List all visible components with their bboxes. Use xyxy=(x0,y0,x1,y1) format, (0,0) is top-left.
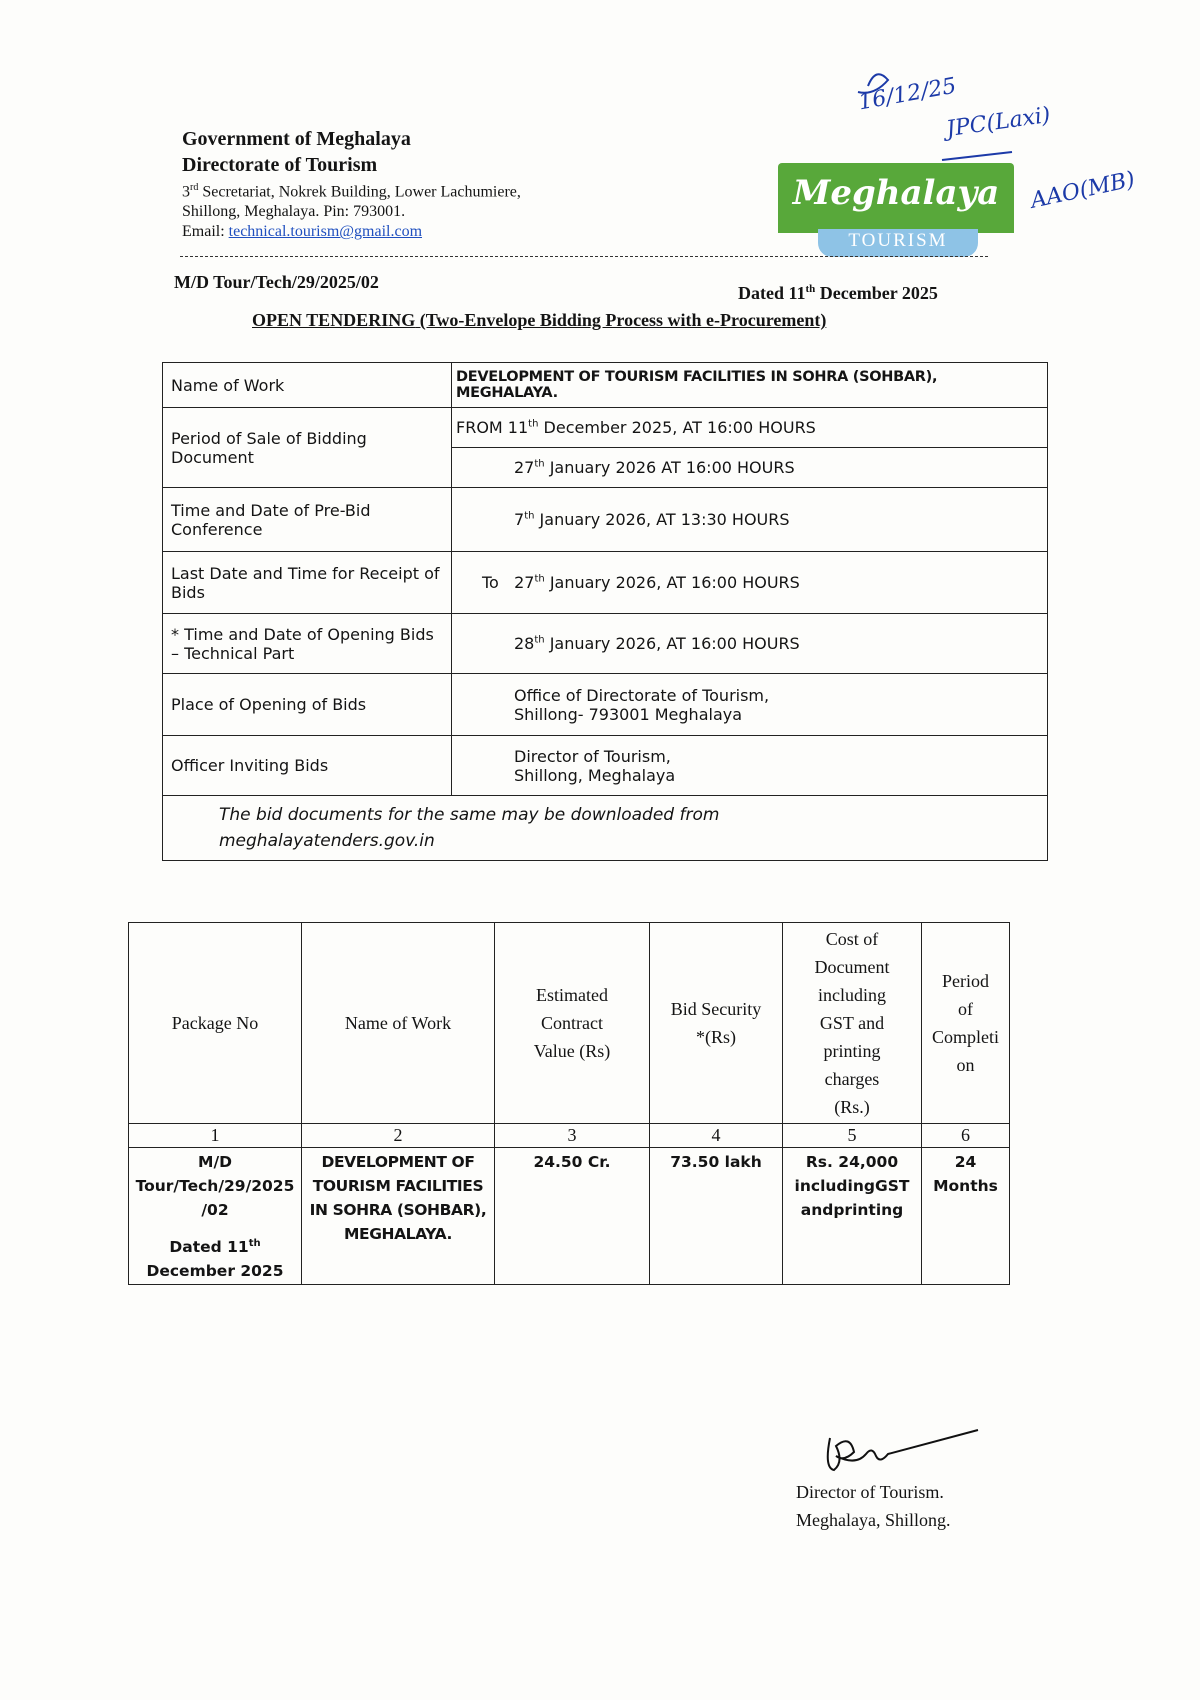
header-block xyxy=(182,126,411,178)
package-data-row xyxy=(129,1148,1010,1285)
col-number: 5 xyxy=(783,1124,922,1148)
details-row-receipt xyxy=(163,552,1048,614)
sale-period-label: Period of Sale of Bidding Document xyxy=(163,408,452,488)
cell-cost-of-document: Rs. 24,000 includingGST andprinting xyxy=(783,1148,922,1285)
reference-number: M/D Tour/Tech/29/2025/02 xyxy=(174,272,379,292)
officer-value: Director of Tourism, Shillong, Meghalaya xyxy=(452,736,1048,796)
meghalaya-tourism-logo xyxy=(778,163,1014,259)
place-label: Place of Opening of Bids xyxy=(163,674,452,736)
details-row-sale-from xyxy=(163,408,1048,448)
address-line2: Shillong, Meghalaya. Pin: 793001. xyxy=(182,203,406,221)
header-name-of-work: Name of Work xyxy=(302,923,495,1124)
details-row-place xyxy=(163,674,1048,736)
name-of-work-value: DEVELOPMENT OF TOURISM FACILITIES IN SOHRA (SOHBAR), MEGHALAYA. xyxy=(452,363,1048,408)
details-row-name xyxy=(163,363,1048,408)
cell-package-no: M/D Tour/Tech/29/2025 /02 Dated 11th December 2025 xyxy=(129,1148,302,1285)
details-row-opening xyxy=(163,614,1048,674)
prebid-label: Time and Date of Pre-Bid Conference xyxy=(163,488,452,552)
signatory-designation: Director of Tourism. xyxy=(796,1482,944,1502)
cell-period-of-completion: 24 Months xyxy=(922,1148,1010,1285)
col-number: 2 xyxy=(302,1124,495,1148)
col-number: 6 xyxy=(922,1124,1010,1148)
package-number-row xyxy=(129,1124,1010,1148)
receipt-value: To 27th January 2026, AT 16:00 HOURS xyxy=(452,552,1048,614)
details-row-note xyxy=(163,796,1048,861)
cell-estimated-value: 24.50 Cr. xyxy=(495,1148,650,1285)
officer-label: Officer Inviting Bids xyxy=(163,736,452,796)
header-cost-of-document: Cost of Document including GST and printing charges (Rs.) xyxy=(783,923,922,1124)
handwritten-note-jpc: JPC(Laxi) xyxy=(944,102,1053,143)
header-bid-security: Bid Security *(Rs) xyxy=(650,923,783,1124)
cell-bid-security: 73.50 lakh xyxy=(650,1148,783,1285)
receipt-label: Last Date and Time for Receipt of Bids xyxy=(163,552,452,614)
email-line: Email: technical.tourism@gmail.com xyxy=(182,223,423,241)
package-table xyxy=(128,922,1010,1285)
download-note: The bid documents for the same may be downloaded from meghalayatenders.gov.in xyxy=(163,796,1048,861)
signature-mark-icon xyxy=(790,1418,990,1478)
details-row-officer xyxy=(163,736,1048,796)
header-period-of-completion: Period of Completi on xyxy=(922,923,1010,1124)
address-block xyxy=(182,178,521,242)
email-link[interactable]: technical.tourism@gmail.com xyxy=(228,223,423,241)
package-header-row xyxy=(129,923,1010,1124)
download-site-link[interactable]: meghalayatenders.gov.in xyxy=(219,831,435,851)
reference-date: Dated 11th December 2025 xyxy=(738,283,938,303)
details-row-prebid xyxy=(163,488,1048,552)
col-number: 1 xyxy=(129,1124,302,1148)
header-package-no: Package No xyxy=(129,923,302,1124)
header-divider xyxy=(180,256,988,257)
cell-name-of-work: DEVELOPMENT OF TOURISM FACILITIES IN SOHRA (SOHBAR), MEGHALAYA. xyxy=(302,1148,495,1285)
header-estimated-value: Estimated Contract Value (Rs) xyxy=(495,923,650,1124)
address-line1: 3rd Secretariat, Nokrek Building, Lower Lachumiere, xyxy=(182,182,521,201)
sale-period-from: FROM 11th December 2025, AT 16:00 HOURS xyxy=(452,408,1048,448)
logo-script: Meghalaya xyxy=(792,173,1000,213)
opening-label: * Time and Date of Opening Bids – Technical Part xyxy=(163,614,452,674)
govt-name: Government of Meghalaya xyxy=(182,128,411,150)
col-number: 3 xyxy=(495,1124,650,1148)
tender-details-table xyxy=(162,362,1048,861)
handwritten-note-aao: AAO(MB) xyxy=(1028,167,1138,214)
signatory-place: Meghalaya, Shillong. xyxy=(796,1510,951,1530)
logo-word: TOURISM xyxy=(848,230,948,251)
prebid-value: 7th January 2026, AT 13:30 HOURS xyxy=(452,488,1048,552)
name-of-work-label: Name of Work xyxy=(163,363,452,408)
directorate-name: Directorate of Tourism xyxy=(182,154,378,176)
signature-block xyxy=(796,1478,950,1534)
place-value: Office of Directorate of Tourism, Shillong- 793001 Meghalaya xyxy=(452,674,1048,736)
document-title: OPEN TENDERING (Two-Envelope Bidding Process with e-Procurement) xyxy=(252,310,827,330)
opening-value: 28th January 2026, AT 16:00 HOURS xyxy=(452,614,1048,674)
col-number: 4 xyxy=(650,1124,783,1148)
sale-period-to: 27th January 2026 AT 16:00 HOURS xyxy=(452,448,1048,488)
handwritten-date: 16/12/25 xyxy=(856,73,959,116)
